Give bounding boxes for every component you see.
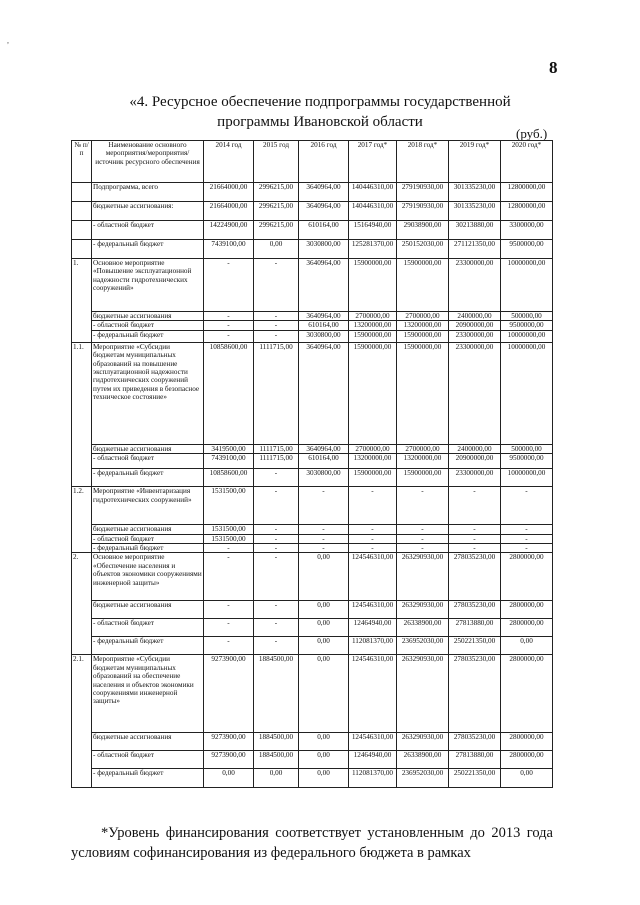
value-cell: 1111715,00 [254,444,299,453]
value-cell: 20900000,00 [449,321,501,330]
value-cell: 500000,00 [501,444,553,453]
value-cell: 0,00 [299,655,349,733]
row-label-cell: Основное мероприятие «Обеспечение населения и объектов экономики сооружениями инженерной защиты» [92,553,204,601]
table-header-row [72,141,553,183]
row-label-cell: - федеральный бюджет [92,240,204,259]
value-cell: - [299,525,349,534]
value-cell: 279190930,00 [397,183,449,202]
value-cell: 9500000,00 [501,240,553,259]
value-cell: 263290930,00 [397,733,449,751]
row-number-cell [72,221,92,240]
value-cell: 3640964,00 [299,444,349,453]
value-cell: 3640964,00 [299,259,349,312]
value-cell: 3030800,00 [299,469,349,487]
value-cell: - [204,330,254,342]
value-cell: 0,00 [299,619,349,637]
value-cell: - [254,601,299,619]
table-row [72,733,553,751]
header-cell: 2018 год* [397,141,449,183]
value-cell: - [204,601,254,619]
value-cell: 15900000,00 [397,330,449,342]
value-cell: 124546310,00 [349,733,397,751]
value-cell: 3640964,00 [299,342,349,444]
value-cell: - [254,525,299,534]
value-cell: 9500000,00 [501,454,553,469]
row-number-cell [72,202,92,221]
value-cell: - [254,312,299,321]
row-label-cell: - областной бюджет [92,321,204,330]
table-row [72,454,553,469]
value-cell: - [254,544,299,553]
budget-table [71,140,553,788]
value-cell: 500000,00 [501,312,553,321]
value-cell: - [449,544,501,553]
value-cell: 27813880,00 [449,619,501,637]
value-cell: - [397,525,449,534]
value-cell: - [254,487,299,525]
value-cell: 610164,00 [299,454,349,469]
value-cell: - [299,534,349,543]
table-row [72,534,553,543]
value-cell: 10000000,00 [501,330,553,342]
row-number-cell: 1. [72,259,92,343]
row-label-cell: бюджетные ассигнования [92,733,204,751]
value-cell: 10858600,00 [204,342,254,444]
value-cell: 9500000,00 [501,321,553,330]
table-row [72,202,553,221]
value-cell: 1531500,00 [204,525,254,534]
table-row [72,751,553,769]
value-cell: 263290930,00 [397,655,449,733]
value-cell: - [254,469,299,487]
table-row [72,183,553,202]
value-cell: 250221350,00 [449,769,501,788]
value-cell: 3030800,00 [299,330,349,342]
value-cell: 12464940,00 [349,619,397,637]
value-cell: 3300000,00 [501,221,553,240]
table-row [72,769,553,788]
page-title [100,92,540,132]
title-line-1: «4. Ресурсное обеспечение подпрограммы государственной [129,94,511,110]
row-label-cell: - областной бюджет [92,221,204,240]
value-cell: 3640964,00 [299,183,349,202]
value-cell: - [449,487,501,525]
value-cell: - [449,525,501,534]
value-cell: 15900000,00 [349,342,397,444]
value-cell: 1884500,00 [254,655,299,733]
value-cell: - [254,534,299,543]
value-cell: 250152030,00 [397,240,449,259]
value-cell: 0,00 [501,637,553,655]
value-cell: - [397,544,449,553]
value-cell: 236952030,00 [397,637,449,655]
value-cell: - [349,487,397,525]
row-label-cell: Подпрограмма, всего [92,183,204,202]
value-cell: 26338900,00 [397,619,449,637]
value-cell: 23300000,00 [449,330,501,342]
value-cell: 21664000,00 [204,183,254,202]
value-cell: - [254,637,299,655]
value-cell: 15900000,00 [349,330,397,342]
value-cell: 2700000,00 [397,444,449,453]
row-label-cell: - федеральный бюджет [92,544,204,553]
value-cell: 2700000,00 [349,444,397,453]
value-cell: 15900000,00 [397,342,449,444]
table-row [72,637,553,655]
row-label-cell: - федеральный бюджет [92,330,204,342]
value-cell: 23300000,00 [449,259,501,312]
value-cell: 23300000,00 [449,469,501,487]
value-cell: 0,00 [254,769,299,788]
value-cell: 2400000,00 [449,444,501,453]
table-row [72,619,553,637]
value-cell: 30213880,00 [449,221,501,240]
value-cell: - [204,321,254,330]
row-label-cell: Мероприятие «Инвентаризация гидротехнических сооружений» [92,487,204,525]
value-cell: 124546310,00 [349,553,397,601]
row-label-cell: - федеральный бюджет [92,469,204,487]
value-cell: 12464940,00 [349,751,397,769]
value-cell: - [501,487,553,525]
value-cell: 1111715,00 [254,342,299,444]
row-number-cell [72,240,92,259]
value-cell: 1531500,00 [204,534,254,543]
value-cell: - [501,525,553,534]
value-cell: 1531500,00 [204,487,254,525]
table-row [72,655,553,733]
unit-label: (руб.) [516,126,548,141]
value-cell: 26338900,00 [397,751,449,769]
value-cell: 301335230,00 [449,202,501,221]
table-row [72,342,553,444]
value-cell: 0,00 [501,769,553,788]
value-cell: 610164,00 [299,221,349,240]
row-label-cell: бюджетные ассигнования [92,601,204,619]
value-cell: 0,00 [254,240,299,259]
value-cell: - [204,544,254,553]
value-cell: 263290930,00 [397,601,449,619]
value-cell: 9273900,00 [204,733,254,751]
value-cell: 3030800,00 [299,240,349,259]
value-cell: 2700000,00 [397,312,449,321]
value-cell: 124546310,00 [349,601,397,619]
value-cell: 2800000,00 [501,601,553,619]
header-cell: 2014 год [204,141,254,183]
footnote [71,823,553,863]
table-row [72,601,553,619]
row-number-cell: 2.1. [72,655,92,788]
value-cell: - [397,534,449,543]
value-cell: 0,00 [299,733,349,751]
value-cell: 278035230,00 [449,733,501,751]
value-cell: - [449,534,501,543]
value-cell: 1884500,00 [254,733,299,751]
row-label-cell: - федеральный бюджет [92,637,204,655]
value-cell: - [349,544,397,553]
value-cell: 9273900,00 [204,751,254,769]
value-cell: 250221350,00 [449,637,501,655]
header-cell: 2017 год* [349,141,397,183]
row-label-cell: Мероприятие «Субсидии бюджетам муниципальных образований на обеспечение населения и объектов экономики сооружениями инженерной защиты» [92,655,204,733]
value-cell: 14224900,00 [204,221,254,240]
value-cell: 1884500,00 [254,751,299,769]
value-cell: 7439100,00 [204,454,254,469]
value-cell: 278035230,00 [449,601,501,619]
value-cell: - [254,330,299,342]
value-cell: - [204,312,254,321]
table-row [72,444,553,453]
table-row [72,487,553,525]
table-row [72,221,553,240]
value-cell: 10000000,00 [501,469,553,487]
value-cell: - [299,544,349,553]
value-cell: 140446310,00 [349,202,397,221]
row-label-cell: - областной бюджет [92,751,204,769]
value-cell: 27813880,00 [449,751,501,769]
value-cell: 278035230,00 [449,655,501,733]
value-cell: 263290930,00 [397,553,449,601]
value-cell: 13200000,00 [349,321,397,330]
value-cell: 0,00 [299,751,349,769]
value-cell: - [204,259,254,312]
row-number-cell: 1.2. [72,487,92,553]
value-cell: 112081370,00 [349,637,397,655]
value-cell: 9273900,00 [204,655,254,733]
value-cell: - [349,534,397,543]
value-cell: 0,00 [299,553,349,601]
row-number-cell: 1.1. [72,342,92,486]
value-cell: - [299,487,349,525]
value-cell: 2700000,00 [349,312,397,321]
value-cell: 10000000,00 [501,259,553,312]
value-cell: - [349,525,397,534]
row-label-cell: Основное мероприятие «Повышение эксплуатационной надежности гидротехнических сооружений» [92,259,204,312]
value-cell: 2400000,00 [449,312,501,321]
value-cell: 2800000,00 [501,751,553,769]
row-number-cell: 2. [72,553,92,655]
row-label-cell: - областной бюджет [92,619,204,637]
table-row [72,259,553,312]
value-cell: 3419500,00 [204,444,254,453]
value-cell: 236952030,00 [397,769,449,788]
value-cell: - [254,259,299,312]
value-cell: 12800000,00 [501,202,553,221]
value-cell: - [254,321,299,330]
value-cell: 29038900,00 [397,221,449,240]
value-cell: 610164,00 [299,321,349,330]
header-cell: 2020 год* [501,141,553,183]
scan-mark: , [7,36,9,45]
footnote-text: *Уровень финансирования соответствует установленным до 2013 года условиям софинансирования из федерального бюджета в рамках [71,825,553,861]
value-cell: 0,00 [204,769,254,788]
value-cell: 140446310,00 [349,183,397,202]
page-number: 8 [549,58,558,77]
row-label-cell: - областной бюджет [92,534,204,543]
value-cell: 15164940,00 [349,221,397,240]
row-label-cell: - областной бюджет [92,454,204,469]
table-row [72,525,553,534]
value-cell: 2800000,00 [501,619,553,637]
value-cell: 0,00 [299,769,349,788]
value-cell: 13200000,00 [349,454,397,469]
value-cell: 0,00 [299,601,349,619]
value-cell: 20900000,00 [449,454,501,469]
value-cell: 3640964,00 [299,312,349,321]
table-row [72,321,553,330]
value-cell: 2800000,00 [501,733,553,751]
value-cell: - [254,619,299,637]
row-label-cell: бюджетные ассигнования: [92,202,204,221]
value-cell: - [501,544,553,553]
value-cell: 15900000,00 [397,259,449,312]
value-cell: 279190930,00 [397,202,449,221]
table-row [72,469,553,487]
value-cell: - [204,619,254,637]
value-cell: 10000000,00 [501,342,553,444]
value-cell: 12800000,00 [501,183,553,202]
value-cell: - [397,487,449,525]
value-cell: 278035230,00 [449,553,501,601]
value-cell: 2996215,00 [254,221,299,240]
value-cell: 10858600,00 [204,469,254,487]
value-cell: 2800000,00 [501,655,553,733]
value-cell: 13200000,00 [397,454,449,469]
table-row [72,312,553,321]
row-label-cell: - федеральный бюджет [92,769,204,788]
value-cell: 15900000,00 [349,259,397,312]
row-label-cell: бюджетные ассигнования [92,444,204,453]
header-cell: № п/п [72,141,92,183]
value-cell: - [254,553,299,601]
value-cell: 3640964,00 [299,202,349,221]
value-cell: 23300000,00 [449,342,501,444]
table-row [72,330,553,342]
row-label-cell: бюджетные ассигнования [92,525,204,534]
value-cell: 271121350,00 [449,240,501,259]
header-cell: 2019 год* [449,141,501,183]
value-cell: 124546310,00 [349,655,397,733]
value-cell: 15900000,00 [397,469,449,487]
row-number-cell [72,183,92,202]
header-cell: 2015 год [254,141,299,183]
value-cell: 15900000,00 [349,469,397,487]
value-cell: 1111715,00 [254,454,299,469]
value-cell: 7439100,00 [204,240,254,259]
value-cell: 125281370,00 [349,240,397,259]
value-cell: - [501,534,553,543]
value-cell: 2996215,00 [254,202,299,221]
row-label-cell: бюджетные ассигнования [92,312,204,321]
table-row [72,240,553,259]
header-cell: Наименование основного мероприятия/мероприятия/ источник ресурсного обеспечения [92,141,204,183]
value-cell: - [204,637,254,655]
title-line-2: программы Ивановской области [217,114,423,130]
table-row [72,544,553,553]
value-cell: 0,00 [299,637,349,655]
table-row [72,553,553,601]
value-cell: 2996215,00 [254,183,299,202]
value-cell: 2800000,00 [501,553,553,601]
value-cell: 301335230,00 [449,183,501,202]
value-cell: - [204,553,254,601]
value-cell: 21664000,00 [204,202,254,221]
row-label-cell: Мероприятие «Субсидии бюджетам муниципальных образований на повышение эксплуатационной надежности гидротехнических сооружений путем их приведения в безопасное техническое состояние» [92,342,204,444]
value-cell: 112081370,00 [349,769,397,788]
value-cell: 13200000,00 [397,321,449,330]
header-cell: 2016 год [299,141,349,183]
